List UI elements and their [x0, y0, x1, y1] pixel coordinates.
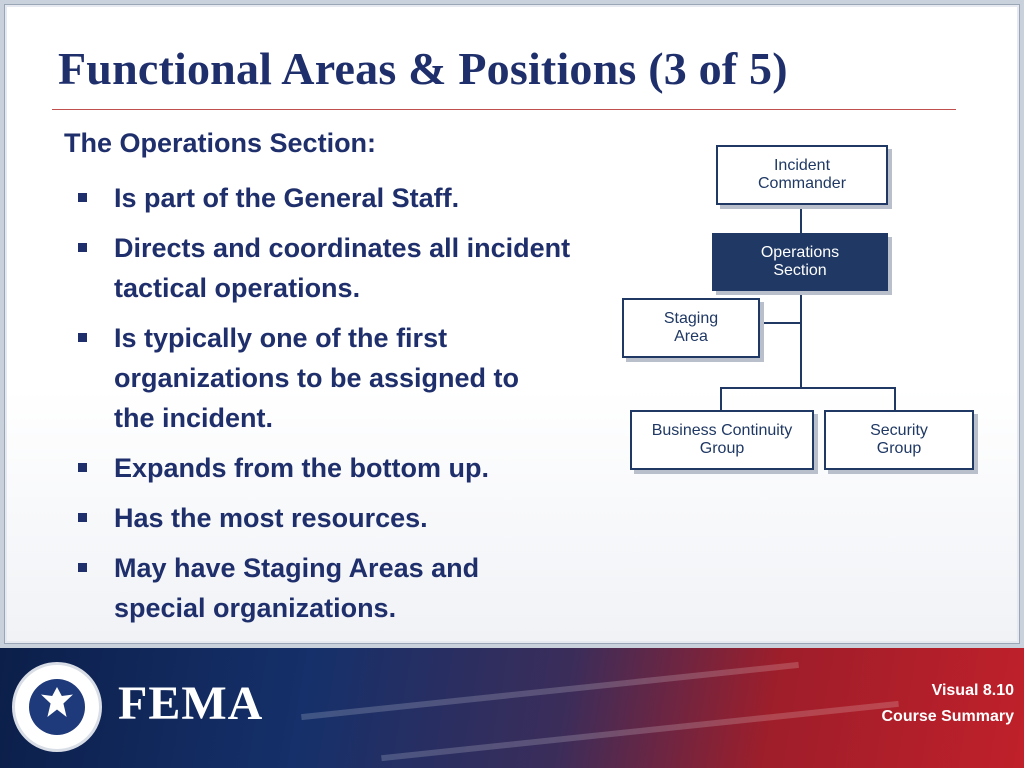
bullet-text: Is typically one of the first organizations to be assigned to the incident. [114, 323, 520, 433]
bullet-item [74, 228, 584, 308]
square-bullet-icon [78, 333, 87, 342]
box-label: Security [870, 422, 928, 439]
bullet-text: May have Staging Areas and special organizations. [114, 553, 480, 623]
box-label: Staging [663, 310, 719, 327]
operations-section-box [712, 233, 888, 291]
square-bullet-icon [78, 243, 87, 252]
section-subhead: The Operations Section: [64, 128, 377, 158]
bullet-text: Is part of the General Staff. [114, 183, 460, 213]
box-label: Operations [760, 244, 840, 261]
bullet-item [74, 548, 534, 628]
dhs-seal-icon [12, 662, 102, 752]
box-label: Section [773, 262, 827, 279]
bullet-item [74, 318, 544, 438]
box-label: Commander [757, 175, 847, 192]
box-label: Group [699, 440, 745, 457]
bullet-text: Directs and coordinates all incident tactical operations. [114, 233, 571, 303]
security-group-box [824, 410, 974, 470]
square-bullet-icon [78, 563, 87, 572]
bullet-text: Has the most resources. [114, 503, 428, 533]
staging-area-box [622, 298, 760, 358]
business-continuity-group-box [630, 410, 814, 470]
decorative-stripe [301, 662, 799, 720]
bullet-item [74, 448, 614, 488]
bullet-list [74, 178, 614, 638]
course-name: Course Summary [881, 708, 1014, 725]
title-divider [52, 109, 956, 110]
square-bullet-icon [78, 463, 87, 472]
bullet-item [74, 178, 614, 218]
bullet-item [74, 498, 614, 538]
visual-caption [882, 678, 1015, 730]
box-label: Group [876, 440, 922, 457]
slide-title: Functional Areas & Positions (3 of 5) [58, 43, 788, 94]
bullet-text: Expands from the bottom up. [114, 453, 489, 483]
box-label: Incident [773, 157, 831, 174]
box-label: Area [674, 328, 708, 345]
box-label: Business Continuity [651, 422, 793, 439]
footer-banner [0, 648, 1024, 768]
square-bullet-icon [78, 513, 87, 522]
fema-logo: FEMA [118, 677, 264, 730]
decorative-stripe [381, 701, 899, 761]
square-bullet-icon [78, 193, 87, 202]
incident-commander-box [716, 145, 888, 205]
visual-number: Visual 8.10 [931, 682, 1014, 699]
